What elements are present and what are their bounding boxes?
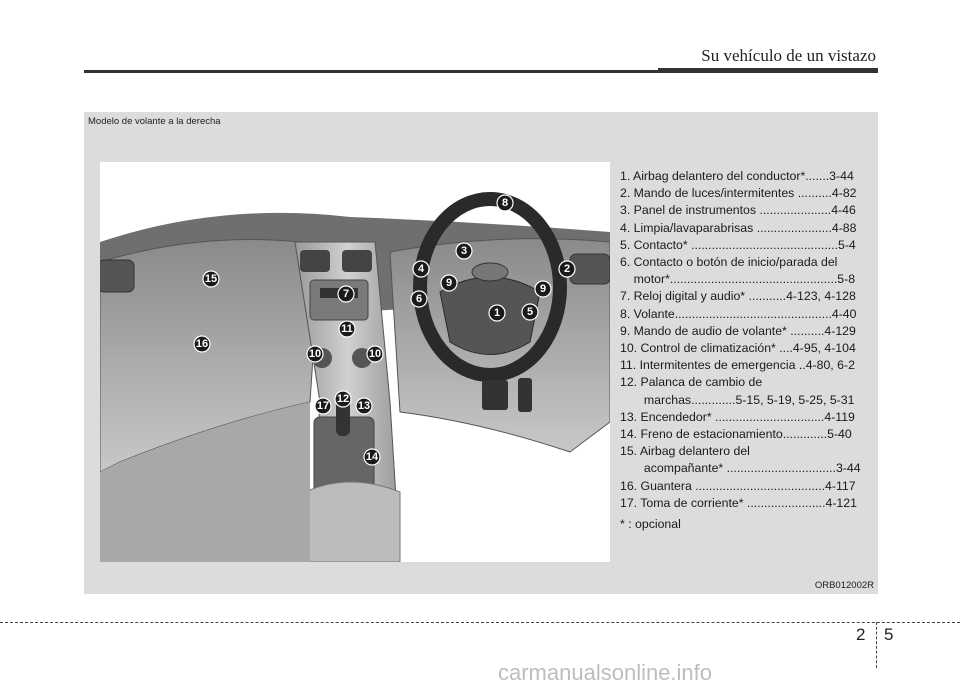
callout-label: 6 (415, 293, 423, 305)
callout-label: 11 (341, 323, 353, 335)
callout-label: 5 (526, 306, 534, 318)
callout-label: 15 (204, 273, 218, 285)
legend-item: 5. Contacto* ...........................................5-4 (620, 237, 856, 252)
callout-label: 3 (460, 245, 468, 257)
callout-marker (203, 271, 219, 287)
legend-item: * : opcional (620, 517, 681, 532)
legend-item: 9. Mando de audio de volante* ..........4-129 (620, 323, 856, 338)
callout-marker (307, 346, 323, 362)
callout-marker (559, 261, 575, 277)
legend-item: 14. Freno de estacionamiento.............5-40 (620, 427, 852, 442)
figure-code: ORB012002R (814, 580, 874, 591)
model-label: Modelo de volante a la derecha (88, 116, 221, 127)
callout-marker (338, 286, 354, 302)
callout-marker (411, 291, 427, 307)
callout-marker (522, 304, 538, 320)
callout-marker (441, 275, 457, 291)
footer-dashed-rule (0, 622, 960, 623)
legend-item: 17. Toma de corriente* .......................4-121 (620, 495, 857, 510)
page-header-title: Su vehículo de un vistazo (701, 46, 876, 65)
callout-label: 2 (563, 263, 571, 275)
legend-item: 4. Limpia/lavaparabrisas ......................4-88 (620, 220, 857, 235)
callout-label: 1 (493, 307, 501, 319)
legend-item: 8. Volante..............................................4-40 (620, 306, 857, 321)
callout-label: 9 (539, 283, 547, 295)
callout-label: 12 (336, 393, 350, 405)
callout-marker (489, 305, 505, 321)
component-legend (620, 168, 868, 533)
page-number: 5 (884, 625, 894, 644)
legend-item: 12. Palanca de cambio de (620, 375, 763, 390)
callout-label: 16 (195, 338, 209, 350)
callout-marker (413, 261, 429, 277)
callout-marker (497, 195, 513, 211)
callout-label: 14 (365, 451, 379, 463)
callout-label: 9 (445, 277, 453, 289)
callout-marker (356, 398, 372, 414)
callout-label: 8 (501, 197, 509, 209)
legend-item: 16. Guantera ......................................4-117 (620, 478, 856, 493)
callout-marker (456, 243, 472, 259)
legend-item: marchas.............5-15, 5-19, 5-25, 5-31 (620, 392, 855, 407)
callout-marker (367, 346, 383, 362)
callout-label: 10 (368, 348, 382, 360)
callout-label: 13 (357, 400, 371, 412)
callout-label: 4 (417, 263, 425, 275)
dashboard-illustration (100, 162, 610, 562)
legend-item: 2. Mando de luces/intermitentes ..........4-82 (620, 186, 857, 201)
callout-label: 10 (308, 348, 322, 360)
section-number: 2 (856, 625, 866, 644)
callout-marker (364, 449, 380, 465)
legend-item: 3. Panel de instrumentos .....................4-46 (620, 203, 856, 218)
legend-item: 15. Airbag delantero del (620, 444, 750, 459)
callout-label: 17 (316, 400, 330, 412)
callout-marker (194, 336, 210, 352)
footer-divider (876, 622, 877, 668)
callout-marker (335, 391, 351, 407)
legend-item: 1. Airbag delantero del conductor*.......3-44 (620, 169, 854, 183)
legend-item: 11. Intermitentes de emergencia ..4-80, 6-2 (620, 358, 855, 373)
watermark-text: carmanualsonline.info (498, 660, 713, 685)
legend-item: 7. Reloj digital y audio* ...........4-123, 4-128 (620, 289, 856, 304)
legend-item: 10. Control de climatización* ....4-95, 4-104 (620, 341, 856, 356)
callout-marker (535, 281, 551, 297)
legend-item: 6. Contacto o botón de inicio/parada del (620, 255, 838, 270)
callout-label: 7 (342, 288, 350, 300)
callout-marker (339, 321, 355, 337)
legend-item: 13. Encendedor* ................................4-119 (620, 409, 855, 424)
callout-marker (315, 398, 331, 414)
header-rule-accent (658, 68, 878, 73)
legend-item: motor*.................................................5-8 (620, 272, 856, 287)
legend-item: acompañante* ................................3-44 (620, 461, 861, 476)
